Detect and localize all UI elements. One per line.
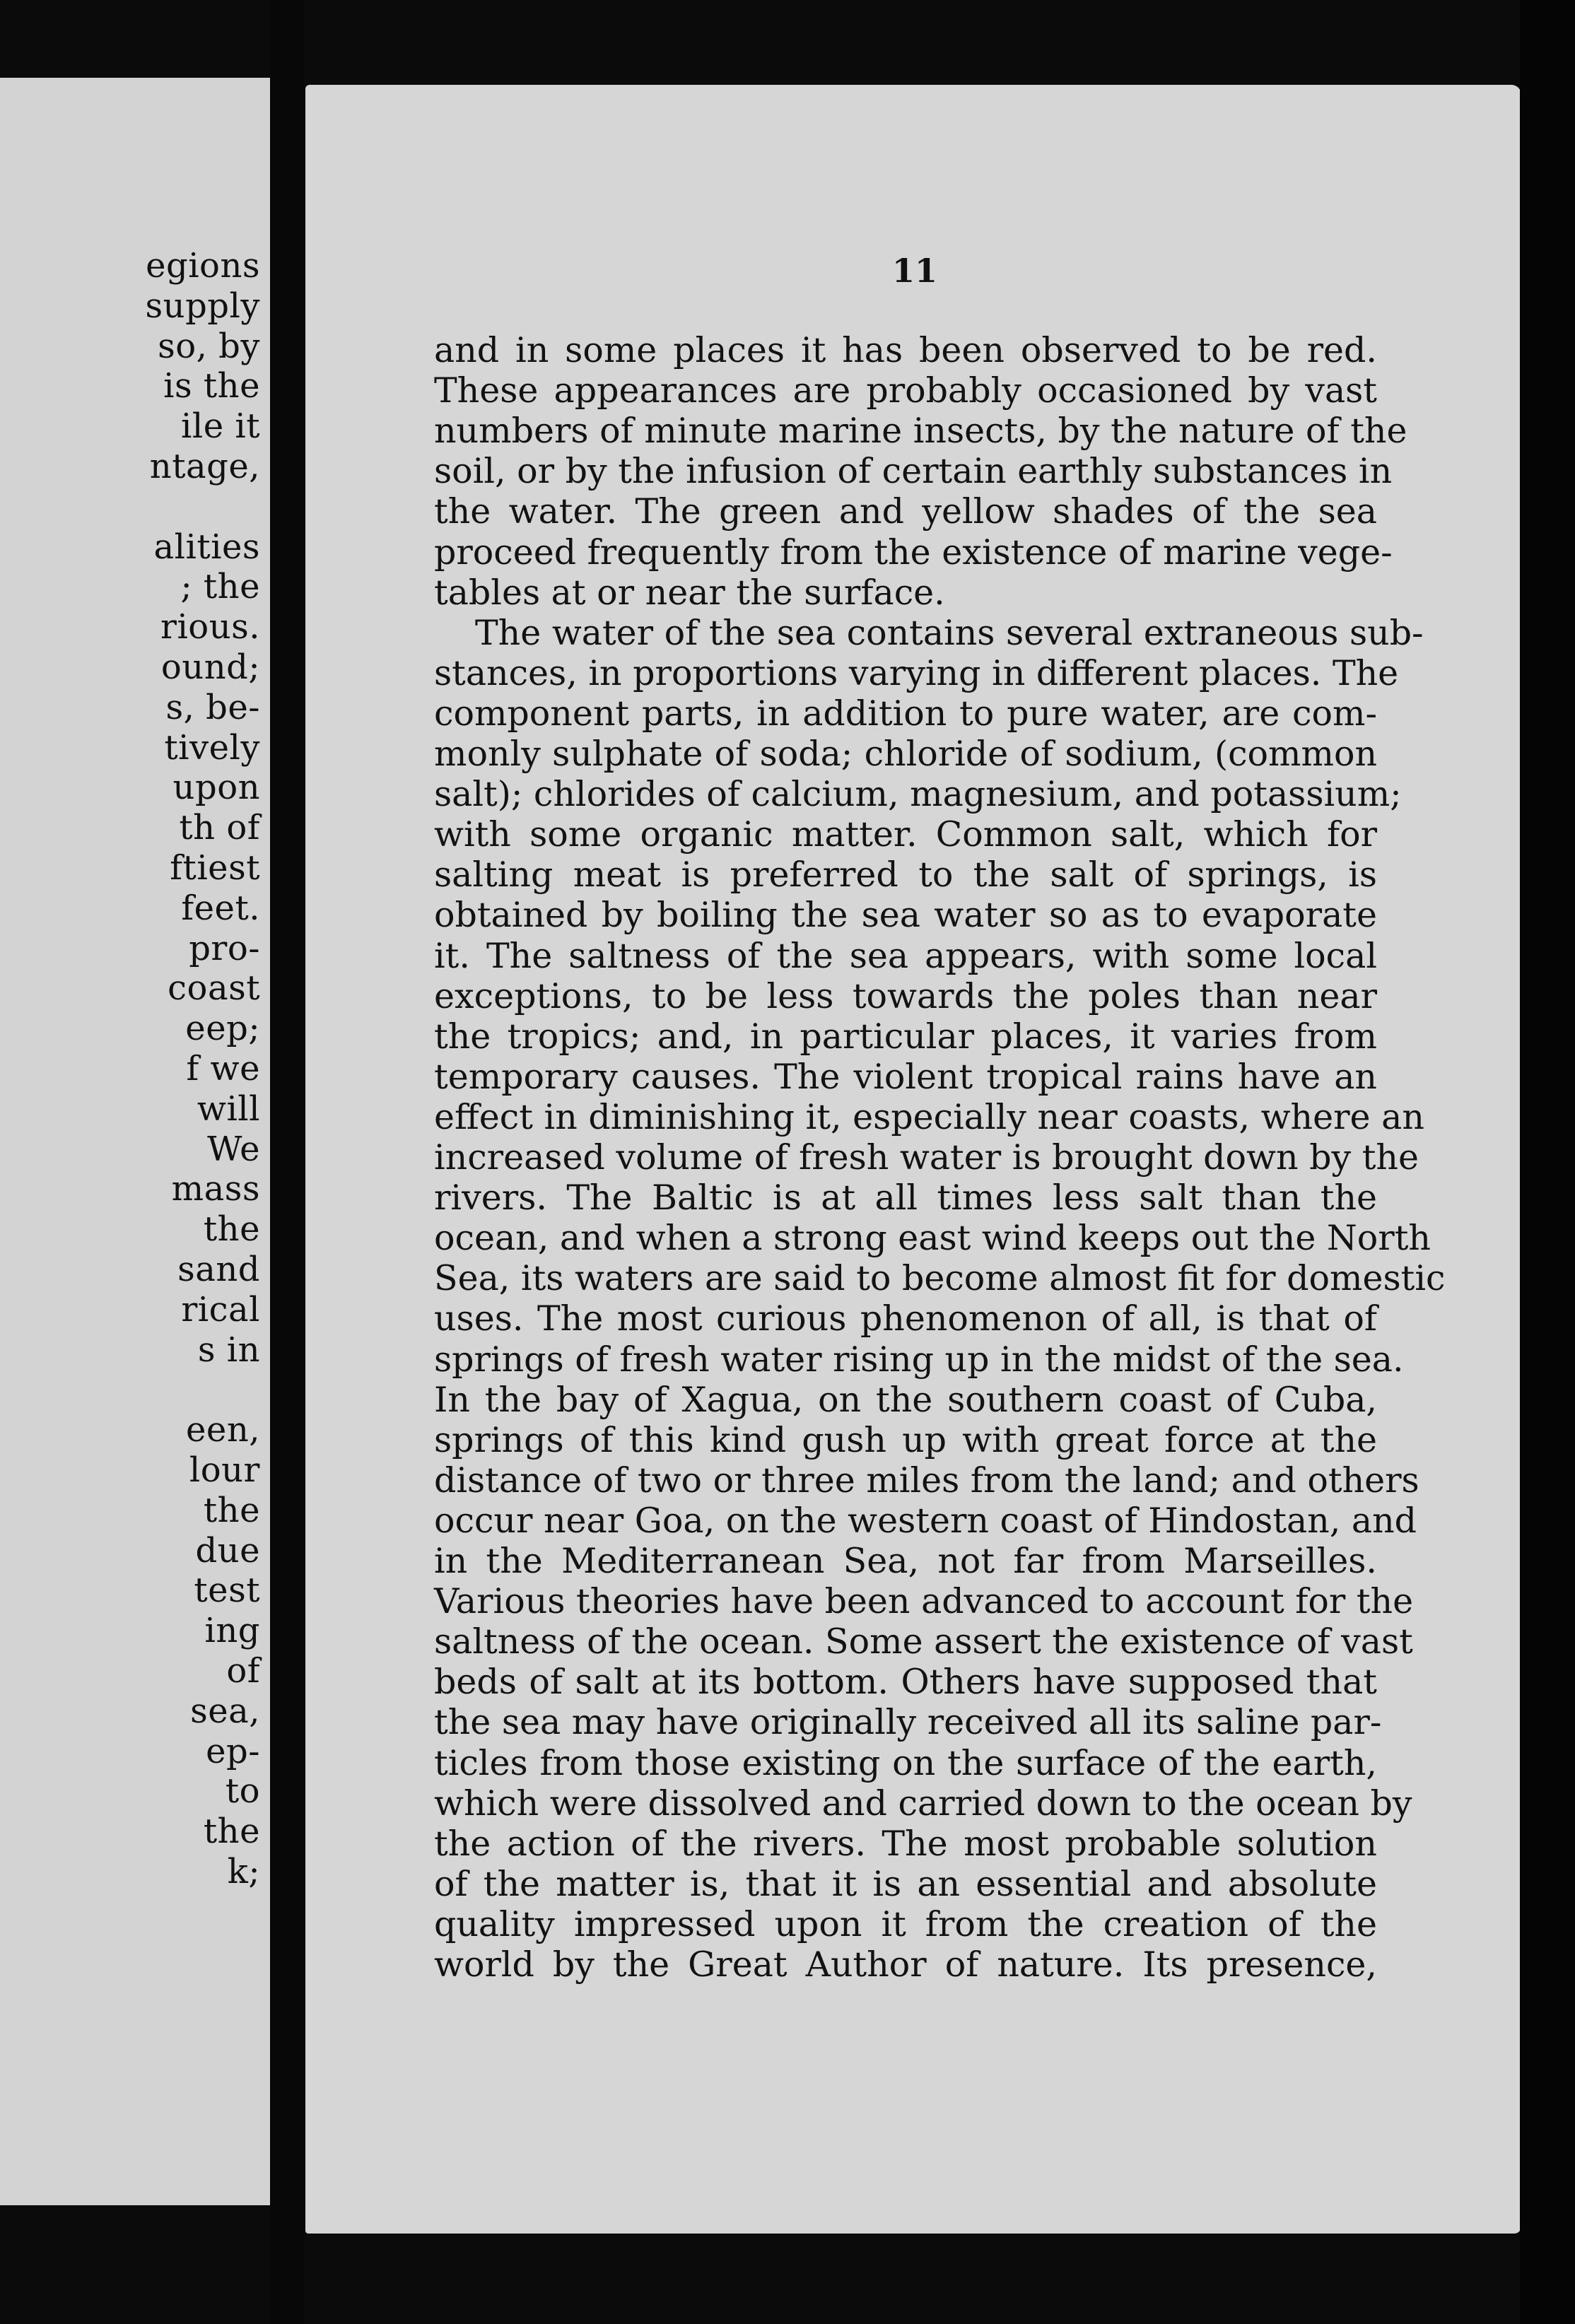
page-number: 11	[892, 252, 938, 290]
body-text-line: saltness of the ocean. Some assert the existence of vast	[434, 1621, 1413, 1662]
body-text-line: beds of salt at its bottom. Others have supposed that	[434, 1662, 1377, 1703]
previous-page-line: een,	[186, 1410, 260, 1450]
previous-page-line: egions	[146, 246, 260, 286]
body-text-line: soil, or by the infusion of certain earthly substances in	[434, 451, 1393, 492]
previous-page-line: th of	[179, 808, 260, 848]
body-text-line: obtained by boiling the sea water so as to evaporate	[434, 895, 1377, 936]
body-text-line: the water. The green and yellow shades of the sea	[434, 491, 1377, 532]
body-text-line: it. The saltness of the sea appears, with some local	[434, 935, 1377, 976]
body-text-line: world by the Great Author of nature. Its presence,	[434, 1944, 1377, 1985]
previous-page-line: supply	[145, 286, 260, 326]
body-text-line: ocean, and when a strong east wind keeps out the North	[434, 1218, 1431, 1259]
body-text-line: increased volume of fresh water is brought down by the	[434, 1137, 1419, 1178]
body-text-line: In the bay of Xagua, on the southern coast of Cuba,	[434, 1379, 1377, 1420]
body-text-line: numbers of minute marine insects, by the nature of the	[434, 411, 1407, 452]
body-text-line: Sea, its waters are said to become almost fit for domestic	[434, 1258, 1446, 1299]
body-text-line: of the matter is, that it is an essential and absolute	[434, 1863, 1377, 1904]
page-edge-shadow	[1520, 0, 1575, 2324]
body-text-line: the action of the rivers. The most probable solution	[434, 1823, 1377, 1864]
body-text-line: the tropics; and, in particular places, it varies from	[434, 1016, 1377, 1057]
previous-page-line: the	[203, 1490, 260, 1530]
body-text-line: and in some places it has been observed to be red.	[434, 330, 1377, 370]
previous-page-line: ep-	[206, 1731, 260, 1771]
previous-page-line: ing	[204, 1611, 260, 1651]
body-text-line: salt); chlorides of calcium, magnesium, and potassium;	[434, 774, 1402, 815]
body-text-line: stances, in proportions varying in different places. The	[434, 652, 1399, 693]
previous-page-line: due	[195, 1530, 260, 1571]
body-text-line: with some organic matter. Common salt, which for	[434, 814, 1377, 855]
body-text-line: springs of this kind gush up with great force at the	[434, 1419, 1377, 1460]
previous-page-line: ound;	[160, 647, 260, 687]
previous-page-line: ile it	[180, 406, 260, 447]
body-text-line: salting meat is preferred to the salt of springs, is	[434, 855, 1377, 896]
body-text-line: springs of fresh water rising up in the midst of the sea.	[434, 1339, 1404, 1380]
body-text-line: These appearances are probably occasioned by vast	[434, 370, 1377, 411]
body-text-line: component parts, in addition to pure water, are com-	[434, 693, 1377, 734]
previous-page-line: to	[225, 1771, 260, 1812]
previous-page-line: mass	[171, 1169, 260, 1209]
previous-page-fragment	[0, 78, 270, 2205]
previous-page-line: eep;	[185, 1009, 260, 1049]
previous-page-line: pro-	[189, 928, 260, 968]
body-text-line: distance of two or three miles from the land; and others	[434, 1460, 1419, 1501]
previous-page-line: ftiest	[170, 848, 260, 888]
previous-page-line: coast	[168, 968, 260, 1009]
body-text-line: monly sulphate of soda; chloride of sodium, (common	[434, 734, 1377, 774]
body-text-line: which were dissolved and carried down to the ocean by	[434, 1783, 1412, 1824]
previous-page-line: tively	[164, 727, 260, 768]
previous-page-line: ntage,	[149, 447, 260, 486]
previous-page-line: feet.	[181, 888, 260, 928]
body-text-line: occur near Goa, on the western coast of Hindostan, and	[434, 1500, 1417, 1541]
previous-page-line: s, be-	[165, 687, 260, 727]
body-text-line: tables at or near the surface.	[434, 572, 945, 613]
previous-page-line: of	[226, 1651, 260, 1691]
previous-page-line: so, by	[158, 326, 260, 366]
previous-page-line: We	[207, 1129, 260, 1169]
previous-page-line: will	[197, 1088, 260, 1129]
body-text-line: uses. The most curious phenomenon of all, is that of	[434, 1298, 1377, 1339]
previous-page-line: lour	[189, 1450, 260, 1490]
body-text-line: The water of the sea contains several extraneous sub-	[475, 612, 1424, 653]
body-text-line: the sea may have originally received all its saline par-	[434, 1702, 1382, 1743]
body-text-line: exceptions, to be less towards the poles than near	[434, 975, 1377, 1016]
body-text-line: quality impressed upon it from the creation of the	[434, 1903, 1377, 1944]
body-text-line: Various theories have been advanced to account for the	[434, 1581, 1414, 1622]
book-gutter	[270, 0, 304, 2324]
previous-page-line: f we	[186, 1049, 260, 1088]
previous-page-line: rical	[181, 1289, 260, 1330]
previous-page-line: upon	[172, 768, 260, 808]
previous-page-line: is the	[163, 366, 260, 406]
body-text-line: proceed frequently from the existence of marine vege-	[434, 532, 1393, 573]
previous-page-line: ; the	[180, 567, 260, 607]
previous-page-line: s in	[197, 1330, 260, 1370]
body-text-line: in the Mediterranean Sea, not far from Marseilles.	[434, 1541, 1377, 1581]
previous-page-line: sand	[177, 1250, 260, 1289]
body-text-line: effect in diminishing it, especially near coasts, where an	[434, 1096, 1424, 1137]
previous-page-line: the	[203, 1209, 260, 1250]
previous-page-line: alities	[153, 527, 260, 567]
body-text-line: ticles from those existing on the surface of the earth,	[434, 1742, 1377, 1783]
body-text-line: rivers. The Baltic is at all times less salt than the	[434, 1178, 1377, 1219]
previous-page-line: sea,	[190, 1691, 260, 1731]
previous-page-line: the	[203, 1812, 260, 1852]
previous-page-line: rious.	[160, 607, 260, 647]
previous-page-line: k;	[227, 1852, 260, 1891]
previous-page-line: test	[194, 1571, 260, 1611]
body-text-line: temporary causes. The violent tropical rains have an	[434, 1056, 1377, 1097]
